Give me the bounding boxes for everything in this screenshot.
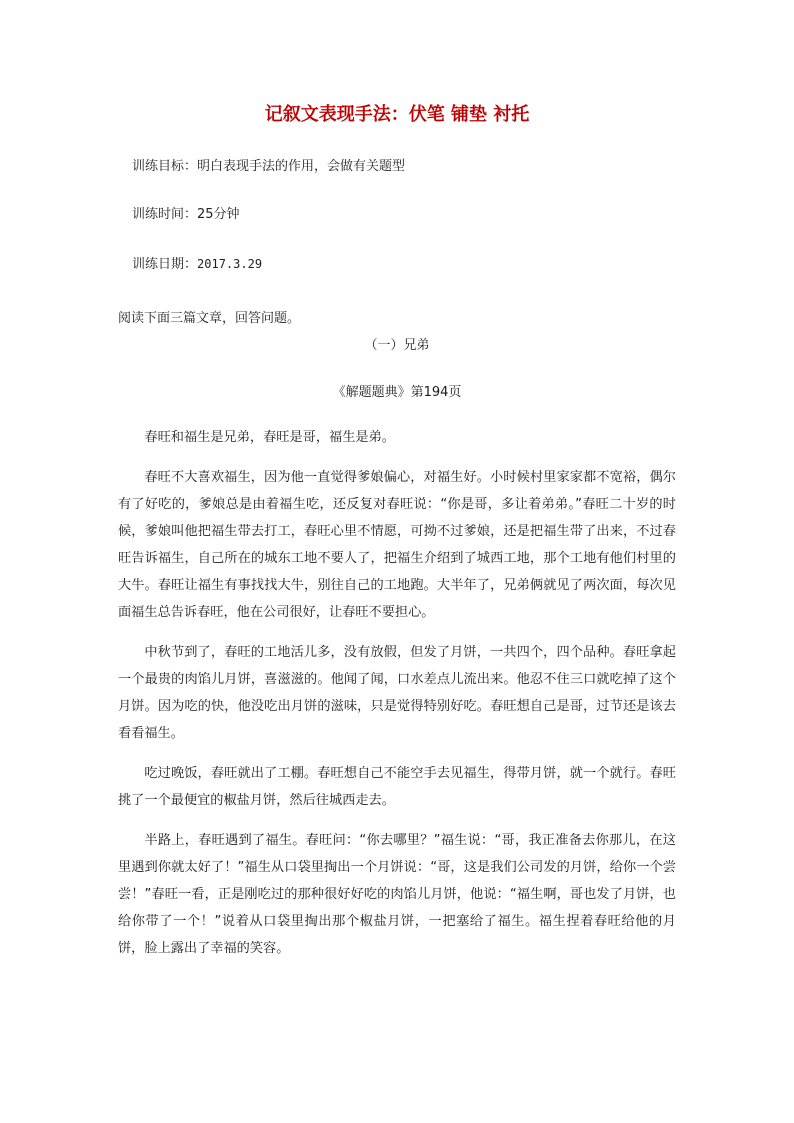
training-date-value: 2017.3.29: [197, 257, 263, 271]
reading-instruction: 阅读下面三篇文章，回答问题。: [118, 311, 301, 326]
training-goal: 训练目标：明白表现手法的作用，会做有关题型: [132, 159, 406, 174]
training-time: 训练时间：25分钟: [132, 207, 240, 222]
training-date-label: 训练日期：: [132, 257, 198, 272]
source-reference: 《解题题典》第194页: [332, 385, 462, 400]
paragraph: 春旺不大喜欢福生，因为他一直觉得爹娘偏心，对福生好。小时候村里家家都不宽裕，偶尔有了好吃的，爹娘总是由着福生吃，还反复对春旺说：“你是哥，多让着弟弟。”春旺二十岁的时候，爹娘叫他把福生带去打工，春旺心里不情愿，可拗不过爹娘，还是把福生带了出来，不过春旺告诉福生，自己所在的城东工地不要人了，把福生介绍到了城西工地，那个工地有他们村里的大牛。春旺让福生有事找找大牛，别往自己的工地跑。大半年了，兄弟俩就见了两次面，每次见面福生总告诉春旺，他在公司很好，让春旺不要担心。: [118, 470, 676, 620]
paragraph: 春旺和福生是兄弟，春旺是哥，福生是弟。: [144, 430, 395, 445]
paragraph: 吃过晚饭，春旺就出了工棚。春旺想自己不能空手去见福生，得带月饼，就一个就行。春旺挑了一个最便宜的椒盐月饼，然后往城西走去。: [118, 766, 676, 808]
paragraph: 半路上，春旺遇到了福生。春旺问：“你去哪里？”福生说：“哥，我正准备去你那儿，在这里遇到你就太好了！”福生从口袋里掏出一个月饼说：“哥，这是我们公司发的月饼，给你一个尝尝！”春旺一看，正是刚吃过的那种很好好吃的肉馅儿月饼，他说：“福生啊，哥也发了月饼，也给你带了一个！”说着从口袋里掏出那个椒盐月饼，一把塞给了福生。福生捏着春旺给他的月饼，脸上露出了幸福的笑容。: [118, 833, 676, 956]
paragraph: 中秋节到了，春旺的工地活儿多，没有放假，但发了月饼，一共四个，四个品种。春旺拿起一个最贵的肉馅儿月饼，喜滋滋的。他闻了闻，口水差点儿流出来。他忍不住三口就吃掉了这个月饼。因为吃的快，他没吃出月饼的滋味，只是觉得特别好吃。春旺想自己是哥，过节还是该去看看福生。: [118, 645, 676, 741]
page-title: 记叙文表现手法：伏笔 铺垫 衬托: [264, 104, 530, 125]
training-date: [132, 255, 262, 274]
article-body: [118, 424, 676, 975]
section-title: （一）兄弟: [364, 338, 430, 353]
